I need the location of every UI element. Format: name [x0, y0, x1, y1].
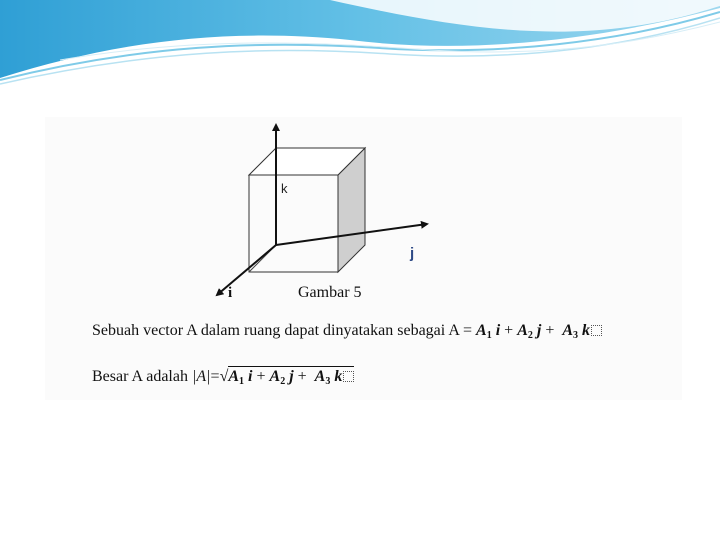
subscript-2: 2 [527, 330, 533, 341]
slide-header-decoration [0, 0, 720, 90]
figure-caption: Gambar 5 [298, 284, 362, 301]
unit-vector-k: k [582, 322, 591, 339]
line1-text: Sebuah vector A dalam ruang dapat dinyatakan sebagai A = [92, 322, 477, 339]
placeholder-box [343, 371, 354, 382]
sqrt-sign: √ [219, 368, 229, 385]
axis-label-i: i [228, 285, 233, 301]
sqrt-radicand [228, 366, 354, 387]
unit-vector-k: k [334, 368, 343, 385]
term-a2-symbol: A [517, 322, 528, 339]
subscript-3: 3 [573, 330, 579, 341]
subscript-3: 3 [325, 376, 331, 387]
subscript-1: 1 [486, 330, 492, 341]
placeholder-box [591, 325, 602, 336]
plus-sign: + [545, 322, 555, 339]
unit-vector-i: i [248, 368, 253, 385]
vector-magnitude-line [92, 366, 354, 387]
plus-sign: + [504, 322, 514, 339]
plus-sign: + [256, 368, 266, 385]
plus-sign: + [297, 368, 307, 385]
term-a3-symbol: A [314, 368, 326, 385]
term-a3-symbol: A [562, 322, 574, 339]
term-a1-symbol: A [228, 368, 240, 385]
axis-label-k: k [281, 181, 288, 196]
unit-vector-j: j [289, 368, 294, 385]
unit-vector-i: i [495, 322, 501, 339]
magnitude-abs: |A| [191, 368, 211, 385]
subscript-1: 1 [239, 376, 245, 387]
axis-label-j: j [410, 245, 415, 262]
content-panel [45, 117, 682, 400]
equals-sign: = [210, 368, 220, 385]
x-axis-arrow [217, 245, 276, 295]
line2-text: Besar A adalah [92, 368, 192, 385]
vector-definition-line [92, 322, 602, 341]
subscript-2: 2 [280, 376, 286, 387]
term-a2-symbol: A [269, 368, 281, 385]
term-a1-symbol: A [476, 322, 487, 339]
unit-vector-j: j [536, 322, 542, 339]
